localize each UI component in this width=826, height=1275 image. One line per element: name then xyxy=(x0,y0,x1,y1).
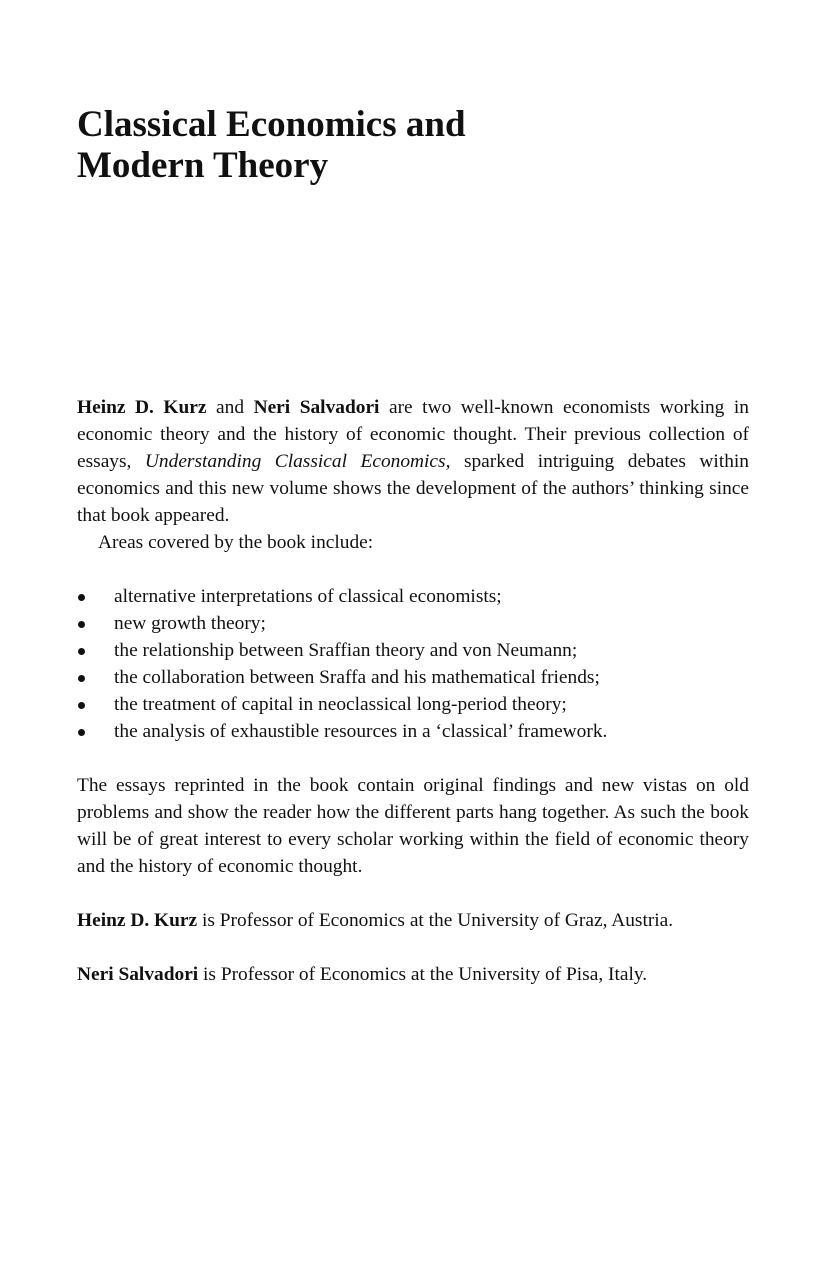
list-item-text: alternative interpretations of classical economists; xyxy=(114,586,502,607)
areas-list xyxy=(77,583,749,745)
areas-intro: Areas covered by the book include: xyxy=(98,532,374,553)
author-bio-kurz xyxy=(77,907,749,934)
intro-author-1: Heinz D. Kurz xyxy=(77,397,207,418)
bio-name-kurz: Heinz D. Kurz xyxy=(77,910,198,931)
book-title-line-2: Modern Theory xyxy=(77,145,329,186)
list-item xyxy=(77,637,749,664)
list-item-text: the relationship between Sraffian theory and von Neumann; xyxy=(114,640,578,661)
spacer xyxy=(77,934,749,961)
list-item-text: the collaboration between Sraffa and his mathematical friends; xyxy=(114,667,600,688)
list-item xyxy=(77,691,749,718)
intro-paragraph xyxy=(77,394,749,529)
bullet-icon xyxy=(78,621,85,628)
list-item xyxy=(77,718,749,745)
author-bio-salvadori xyxy=(77,961,749,988)
intro-conjunction: and xyxy=(206,397,254,418)
list-item xyxy=(77,610,749,637)
bio-name-salvadori: Neri Salvadori xyxy=(77,964,199,985)
spacer xyxy=(77,880,749,907)
book-title-line-1: Classical Economics and xyxy=(77,104,466,145)
book-title xyxy=(77,104,677,186)
list-item xyxy=(77,583,749,610)
bullet-icon xyxy=(78,675,85,682)
bullet-icon xyxy=(78,702,85,709)
bullet-icon xyxy=(78,729,85,736)
intro-book-title: Understanding Classical Economics xyxy=(144,451,446,472)
summary-paragraph: The essays reprinted in the book contain original findings and new vistas on old problems and show the reader how the different parts hang together. As such the book will be of great interest to every scholar working within the field of economic theory and the history of economic thought. xyxy=(77,775,749,877)
intro-text-2: , sparked intriguing debates within economics and this new volume shows the development of the authors’ thinking since that book appeared. xyxy=(77,451,749,526)
intro-text-1: are two well-known economists working in economic theory and the history of economic thought. Their previous collection of essays, xyxy=(77,397,749,472)
bullet-icon xyxy=(78,648,85,655)
list-item xyxy=(77,664,749,691)
bio-text-kurz: is Professor of Economics at the University of Graz, Austria. xyxy=(197,910,674,931)
list-item-text: the analysis of exhaustible resources in a ‘classical’ framework. xyxy=(114,721,608,742)
list-item-text: the treatment of capital in neoclassical long-period theory; xyxy=(114,694,567,715)
book-description xyxy=(77,394,749,988)
intro-author-2: Neri Salvadori xyxy=(253,397,380,418)
list-item-text: new growth theory; xyxy=(114,613,266,634)
bio-text-salvadori: is Professor of Economics at the University of Pisa, Italy. xyxy=(198,964,648,985)
bullet-icon xyxy=(78,594,85,601)
